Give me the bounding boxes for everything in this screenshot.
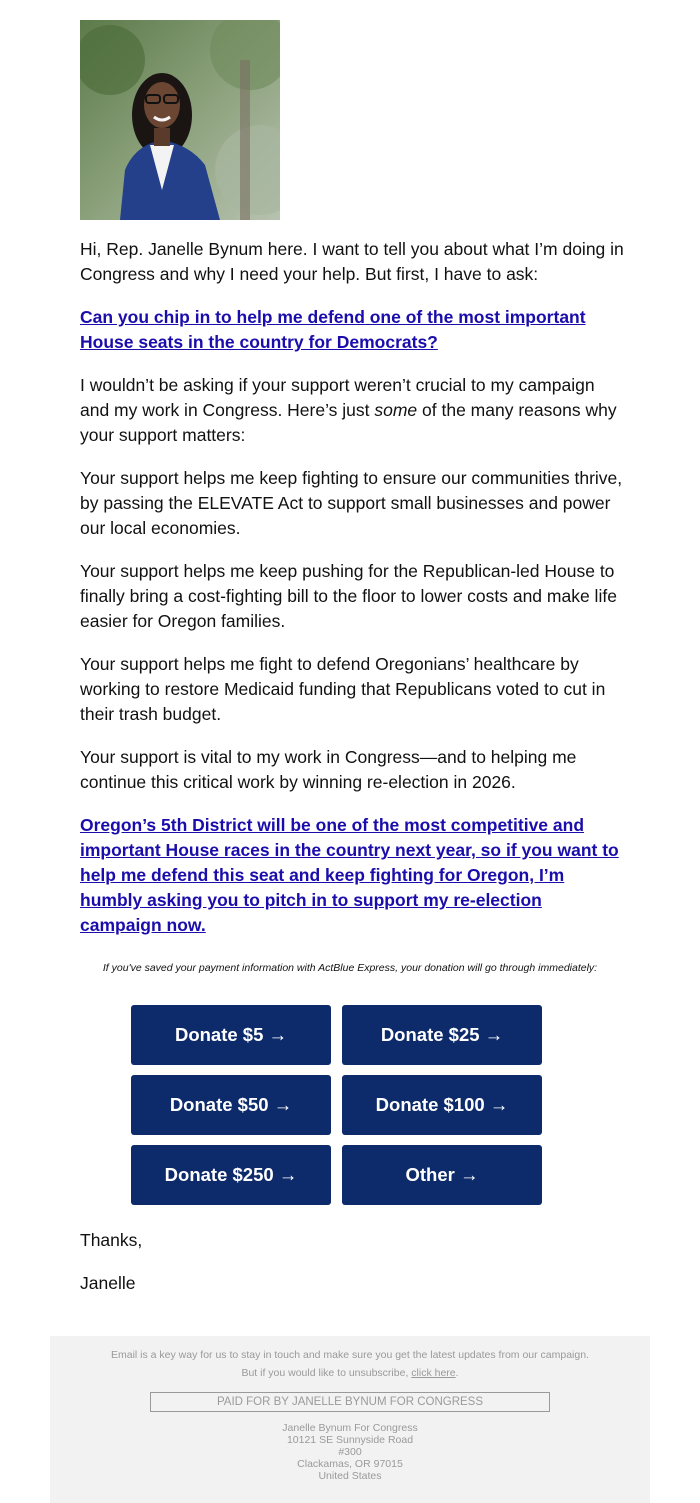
reasons-intro-text-a: I wouldn’t be asking if your support weren’t crucial to my campaign and my work in Congress. Here’s just (80, 375, 595, 420)
mailing-address (50, 1422, 650, 1482)
reasons-intro-text-b: of the many reasons why your support matters: (80, 400, 617, 445)
reasons-intro-paragraph (80, 373, 625, 448)
donate-250-button[interactable]: Donate $250 → (131, 1145, 331, 1205)
re-election-paragraph: Your support is vital to my work in Congress—and to helping me continue this critical work by winning re-election in 2026. (80, 747, 577, 792)
donate-25-button[interactable]: Donate $25 → (342, 1005, 542, 1065)
candidate-photo (80, 20, 280, 220)
signature-text: Janelle (80, 1273, 136, 1293)
footer-unsubscribe-text-b: . (455, 1367, 459, 1379)
footer-unsubscribe-line (50, 1367, 650, 1379)
actblue-express-note: If you've saved your payment information with ActBlue Express, your donation will go through immediately: (102, 962, 598, 974)
elevate-act-paragraph: Your support helps me keep fighting to ensure our communities thrive, by passing the ELEVATE Act to support small businesses and power our local economies. (80, 468, 623, 538)
reasons-intro-emphasis: some (374, 400, 418, 420)
paid-for-disclaimer: PAID FOR BY JANELLE BYNUM FOR CONGRESS (150, 1392, 550, 1412)
footer-stay-in-touch: Email is a key way for us to stay in touch and make sure you get the latest updates from our campaign. (111, 1349, 589, 1361)
email-footer (50, 1336, 650, 1503)
donate-link-defend-seat[interactable]: Can you chip in to help me defend one of the most important House seats in the country for Democrats? (80, 307, 586, 352)
donate-link-1-container (80, 305, 625, 355)
cost-fighting-paragraph: Your support helps me keep pushing for the Republican-led House to finally bring a cost-fighting bill to the floor to lower costs and make life easier for Oregon families. (80, 561, 617, 631)
thanks-text: Thanks, (80, 1230, 143, 1250)
donate-50-button[interactable]: Donate $50 → (131, 1075, 331, 1135)
address-line: United States (318, 1470, 382, 1482)
footer-unsubscribe-text-a: But if you would like to unsubscribe, (241, 1367, 412, 1379)
donate-other-button[interactable]: Other → (342, 1145, 542, 1205)
address-line: Clackamas, OR 97015 (297, 1458, 403, 1470)
donate-5-button[interactable]: Donate $5 → (131, 1005, 331, 1065)
address-line: 10121 SE Sunnyside Road (286, 1434, 414, 1446)
donate-link-2-container (80, 813, 625, 938)
donate-link-re-election[interactable]: Oregon’s 5th District will be one of the most competitive and important House races in the country next year, so if you want to help me defend this seat and keep fighting for Oregon, I’m humbly asking you to pitch in to support my re-election campaign now. (80, 815, 619, 935)
donate-100-button[interactable]: Donate $100 → (342, 1075, 542, 1135)
medicaid-paragraph: Your support helps me fight to defend Oregonians’ healthcare by working to restore Medicaid funding that Republicans voted to cut in their trash budget. (80, 654, 606, 724)
address-line: Janelle Bynum For Congress (282, 1422, 418, 1434)
unsubscribe-link[interactable]: click here (411, 1367, 456, 1379)
address-line: #300 (338, 1446, 362, 1458)
intro-paragraph: Hi, Rep. Janelle Bynum here. I want to tell you about what I’m doing in Congress and why I need your help. But first, I have to ask: (80, 239, 624, 284)
